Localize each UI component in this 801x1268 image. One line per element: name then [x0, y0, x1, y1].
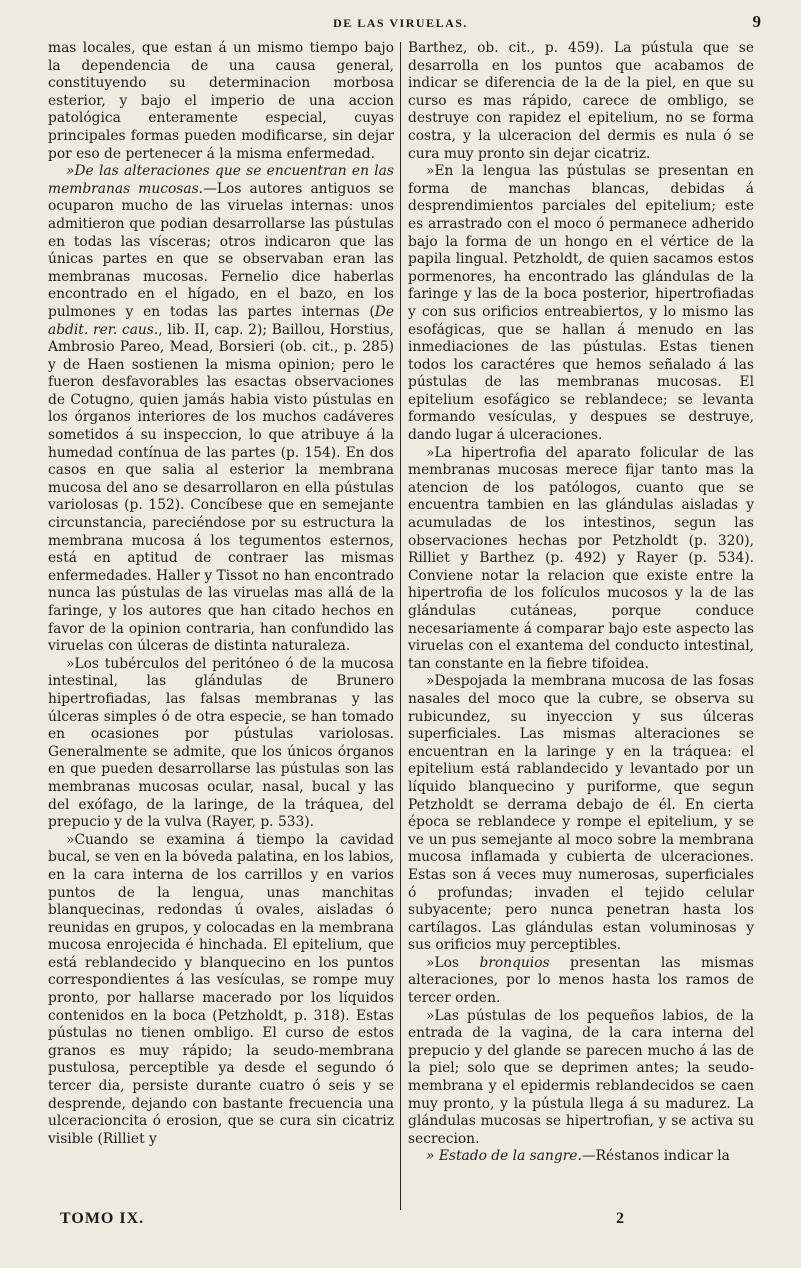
paragraph: »Los tubérculos del peritóneo ó de la mucosa intestinal, las glándulas de Brunero hipertrofiadas, las falsas membranas y las úlceras simples ó de otra especie, se han tomado en ocasiones por pústulas variolosas. Generalmente se admite, que los únicos órganos en que pueden desarrollarse las pústulas son las membranas mucosas ocular, nasal, bucal y las del exófago, de la laringe, de la tráquea, del prepucio y de la vulva (Rayer, p. 533). [48, 655, 394, 831]
paragraph: »Despojada la membrana mucosa de las fosas nasales del moco que la cubre, se observa su rubicundez, su inyeccion y sus úlceras superficiales. Las mismas alteraciones se encuentran en la laringe y en la tráquea: el epitelium está rablandecido y levantado por un líquido blanquecino y puriforme, que segun Petzholdt se derrama debajo de él. En cierta época se reblandece y rompe el epitelium, y se ve un pus semejante al moco sobre la membrana mucosa inflamada y cubierta de ulceraciones. Estas son á veces muy numerosas, superficiales ó profundas; invaden el tejido celular subyacente; pero nunca penetran hasta los cartílagos. Las glándulas estan voluminosas y sus orificios muy perceptibles. [408, 673, 754, 954]
column-divider [400, 42, 401, 1210]
section-heading: »De las alteraciones que se encuentran en las membranas mucosas. [48, 163, 394, 197]
page-number: 9 [752, 12, 761, 31]
paragraph-text: —Los autores antiguos se ocuparon mucho de las viruelas internas: unos admitieron que podian desarrollarse las pústulas en todas las vísceras; otros indicaron que las únicas partes en que se observaban eran las membranas mucosas. Fernelio dice haberlas encontrado en el hígado, en el bazo, en los pulmones y en todas las partes internas ( [48, 180, 394, 320]
running-head: DE LAS VIRUELAS. [333, 16, 468, 30]
paragraph-text: »Los [426, 954, 480, 971]
paragraph: »En la lengua las pústulas se presentan en forma de manchas blancas, debidas á desprendimientos parciales del epitelium; este es arrastrado con el moco ó permanece adherido bajo la forma de un hongo en el vértice de la papila lingual. Petzholdt, de quien sacamos estos pormenores, ha encontrado las glándulas de la faringe y las de la boca posterior, hipertrofiadas y con sus orificios entreabiertos, y lo mismo las esofágicas, que se hallan á menudo en las inmediaciones de las pústulas. Estas tienen todos los caractéres que hemos señalado á las pústulas de las membranas mucosas. El epitelium esofágico se reblandece; se levanta formando vesículas, y despues se destruye, dando lugar á ulceraciones. [408, 163, 754, 444]
paragraph: »Las pústulas de los pequeños labios, de la entrada de la vagina, de la cara interna del prepucio y del glande se parecen mucho á las de la piel; solo que se deprimen antes; la seudo-membrana y el epidermis reblandecidos se caen muy pronto, y la pústula llega á su madurez. La glándulas mucosas se hipertrofian, y se activa su secrecion. [408, 1007, 754, 1147]
paragraph [408, 1148, 754, 1166]
paragraph-text: —Réstanos indicar la [581, 1148, 730, 1165]
sheet-signature: 2 [616, 1210, 624, 1227]
paragraph: Barthez, ob. cit., p. 459). La pústula que se desarrolla en los puntos que acabamos de indicar se diferencia de la de la piel, en que su curso es mas rápido, carece de ombligo, se destruye con rapidez el epitelium, no se forma costra, y la ulceracion del dermis es nula ó se cura muy pronto sin dejar cicatriz. [408, 40, 754, 162]
paragraph-text: presentan las mismas alteraciones, por lo menos hasta los ramos de tercer orden. [408, 954, 754, 1007]
page-header [40, 14, 761, 36]
right-column [408, 40, 754, 1166]
paragraph: »La hipertrofia del aparato folicular de las membranas mucosas merece fijar tanto mas la atencion de los patólogos, cuanto que se encuentra tambien en las glándulas aisladas y acumuladas de los intestinos, segun las observaciones hechas por Petzholdt (p. 320), Rilliet y Barthez (p. 492) y Rayer (p. 534). Conviene notar la relacion que existe entre la hipertrofia de los folículos mucosos y la de las glándulas cutáneas, porque conduce necesariamente á comparar bajo este aspecto las viruelas con el exantema del conducto intestinal, tan constante en la fiebre tifoidea. [408, 444, 754, 672]
section-heading: » Estado de la sangre. [426, 1148, 582, 1165]
paragraph: mas locales, que estan á un mismo tiempo bajo la dependencia de una causa general, constituyendo su determinacion morbosa esterior, y bajo el imperio de una accion patológica enteramente especial, cuyas principales formas pueden modificarse, sin dejar por eso de pertenecer á la misma enfermedad. [48, 40, 394, 162]
left-column [48, 40, 394, 1148]
page-footer [48, 1210, 745, 1230]
citation: De abdit. rer. caus. [48, 303, 394, 338]
paragraph-text: , lib. II, cap. 2); Baillou, Horstius, Ambrosio Pareo, Mead, Borsieri (ob. cit., p. 285) y de Haen sostienen la misma opinion; pero le fueron desfavorables las esactas observaciones de Cotugno, quien jamás habia visto pústulas en los órganos interiores de los muchos cadáveres sometidos á su inspeccion, lo que atribuye á la humedad contínua de las partes (p. 154). En dos casos en que salia al esterior la membrana mucosa del ano se desarrollaron en ella pústulas variolosas (p. 152). Concíbese que en semejante circunstancia, pareciéndose por su estructura la membrana mucosa á los tegumentos esternos, está en aptitud de contraer las mismas enfermedades. Haller y Tissot no han encontrado nunca las pústulas de las viruelas mas allá de la faringe, y los autores que han citado hechos en favor de la opinion contraria, han confundido las viruelas con úlceras de distinta naturaleza. [48, 321, 394, 655]
paragraph [408, 955, 754, 1008]
volume-signature: TOMO IX. [60, 1210, 145, 1227]
paragraph [48, 163, 394, 656]
paragraph: »Cuando se examina á tiempo la cavidad bucal, se ven en la bóveda palatina, en los labios, en la cara interna de los carrillos y en varios puntos de la lengua, unas manchitas blanquecinas, redondas ú ovales, aisladas ó reunidas en grupos, y colocadas en la membrana mucosa enrojecida é hinchada. El epitelium, que está reblandecido y blanquecino en los puntos correspondientes á las vesículas, se rompe muy pronto, por hallarse macerado por los líquidos contenidos en la boca (Petzholdt, p. 318). Estas pústulas no tienen ombligo. El curso de estos granos es muy rápido; la seudo-membrana pustulosa, perceptible ya desde el segundo ó tercer dia, persiste durante cuatro ó seis y se desprende, dejando con bastante frecuencia una ulceracioncita ó erosion, que se cura sin cicatriz visible (Rilliet y [48, 831, 394, 1147]
italic-term: bronquios [479, 954, 550, 971]
